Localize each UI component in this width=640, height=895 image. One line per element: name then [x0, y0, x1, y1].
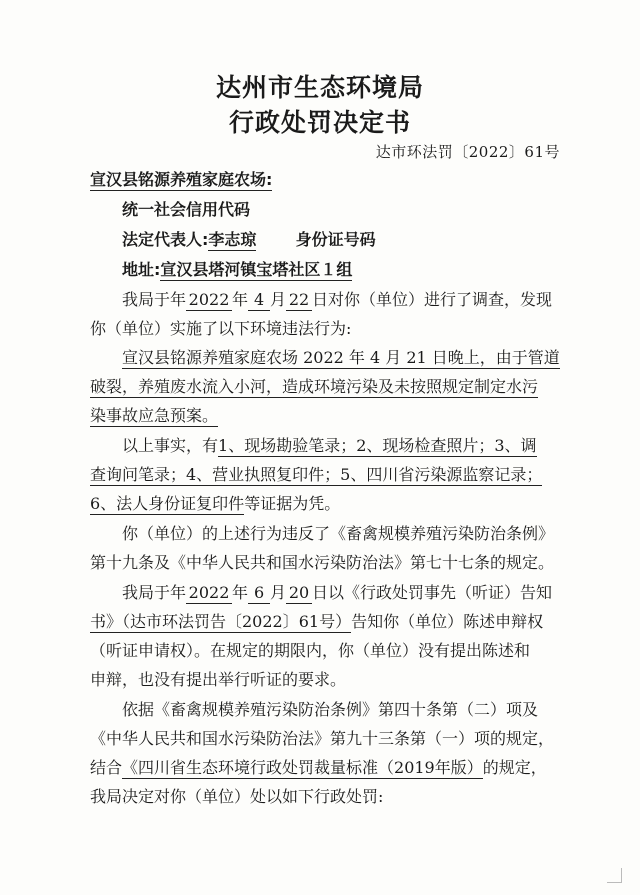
- law-line-1: 你（单位）的上述行为违反了《畜禽规模养殖污染防治条例》: [122, 524, 555, 543]
- basis-standard-reference: 《四川省生态环境行政处罚裁量标准（2019年版）: [122, 758, 483, 777]
- notice-month: 6: [248, 583, 270, 604]
- investigation-post-text: 日对你（单位）进行了调查，发现: [312, 290, 553, 309]
- notice-pre-text: 我局于年: [122, 583, 187, 602]
- basis-line-2: 《中华人民共和国水污染防治法》第九十三条第（一）项的规定，: [90, 729, 555, 748]
- notice-line-2: [90, 612, 543, 632]
- investigation-year-unit: 年: [232, 290, 249, 309]
- law-line-2: 第十九条及《中华人民共和国水污染防治法》第七十七条的规定。: [90, 553, 555, 572]
- investigation-month: 4: [248, 290, 270, 311]
- credit-code-label: 统一社会信用代码: [122, 200, 251, 219]
- notice-doc-reference: 书》（达市环法罚告〔2022〕61号）: [90, 612, 352, 631]
- document-number: 达市环法罚〔2022〕61号: [375, 143, 560, 161]
- investigation-month-unit: 月: [270, 290, 287, 309]
- evidence-list-1: 1、现场勘验笔录；2、现场检查照片；3、调: [218, 436, 537, 455]
- recipient-name-text: 宣汉县铭源养殖家庭农场:: [90, 170, 273, 189]
- notice-post-text: 日以《行政处罚事先（听证）告知: [312, 583, 553, 602]
- investigation-line-2: 你（单位）实施了以下环境违法行为:: [90, 319, 352, 338]
- notice-line-2-post: 告知你（单位）陈述申辩权: [351, 612, 544, 631]
- notice-year: 2022: [186, 583, 232, 604]
- violation-text-2: 破裂，养殖废水流入小河，造成环境污染及未按照规定制定水污: [90, 377, 539, 396]
- evidence-pre-text: 以上事实，有: [122, 436, 219, 455]
- address-line: [122, 260, 352, 280]
- legal-rep-name: 李志琼: [208, 230, 257, 249]
- notice-line-1: [122, 583, 552, 604]
- document-type-title: 行政处罚决定书: [228, 108, 411, 137]
- address-value: 宣汉县塔河镇宝塔社区１组: [160, 260, 353, 279]
- id-number-label: 身份证号码: [295, 230, 376, 249]
- address-label: 地址:: [122, 260, 161, 279]
- basis-post-text: 的规定，: [482, 758, 547, 777]
- evidence-line-3: [90, 494, 340, 514]
- violation-text-3: 染事故应急预案。: [90, 406, 219, 425]
- basis-line-1: 依据《畜禽规模养殖污染防治条例》第四十条第（二）项及: [122, 700, 539, 719]
- evidence-post-text: 等证据为凭。: [244, 494, 341, 513]
- violation-line-3: [90, 406, 218, 426]
- violation-line-2: [90, 377, 538, 397]
- violation-line-1: [122, 348, 560, 368]
- basis-line-4: 我局决定对你（单位）处以如下行政处罚:: [90, 787, 384, 806]
- basis-line-3: [90, 758, 547, 778]
- notice-line-3: （听证申请权）。在规定的期限内，你（单位）没有提出陈述和: [90, 641, 531, 660]
- basis-pre-text: 结合: [90, 758, 123, 777]
- legal-representative-line: [122, 230, 376, 250]
- notice-line-4: 申辩，也没有提出举行听证的要求。: [90, 670, 347, 689]
- violation-text-1: 宣汉县铭源养殖家庭农场 2022 年 4 月 21 日晚上，由于管道: [122, 348, 560, 367]
- investigation-pre-text: 我局于年: [122, 290, 187, 309]
- evidence-list-3: 6、法人身份证复印件: [90, 494, 245, 513]
- evidence-line-1: [122, 436, 537, 456]
- recipient-name: [90, 170, 272, 190]
- investigation-year: 2022: [186, 290, 232, 311]
- investigation-line-1: [122, 290, 552, 311]
- agency-title: 达州市生态环境局: [215, 73, 424, 102]
- legal-rep-label: 法定代表人:: [122, 230, 209, 249]
- notice-month-unit: 月: [270, 583, 287, 602]
- evidence-line-2: [90, 465, 542, 485]
- notice-day: 20: [286, 583, 312, 604]
- investigation-day: 22: [286, 290, 312, 311]
- evidence-list-2: 查询问笔录；4、营业执照复印件；5、四川省污染源监察记录；: [90, 465, 543, 484]
- page-corner-mark: [607, 868, 622, 883]
- notice-year-unit: 年: [232, 583, 249, 602]
